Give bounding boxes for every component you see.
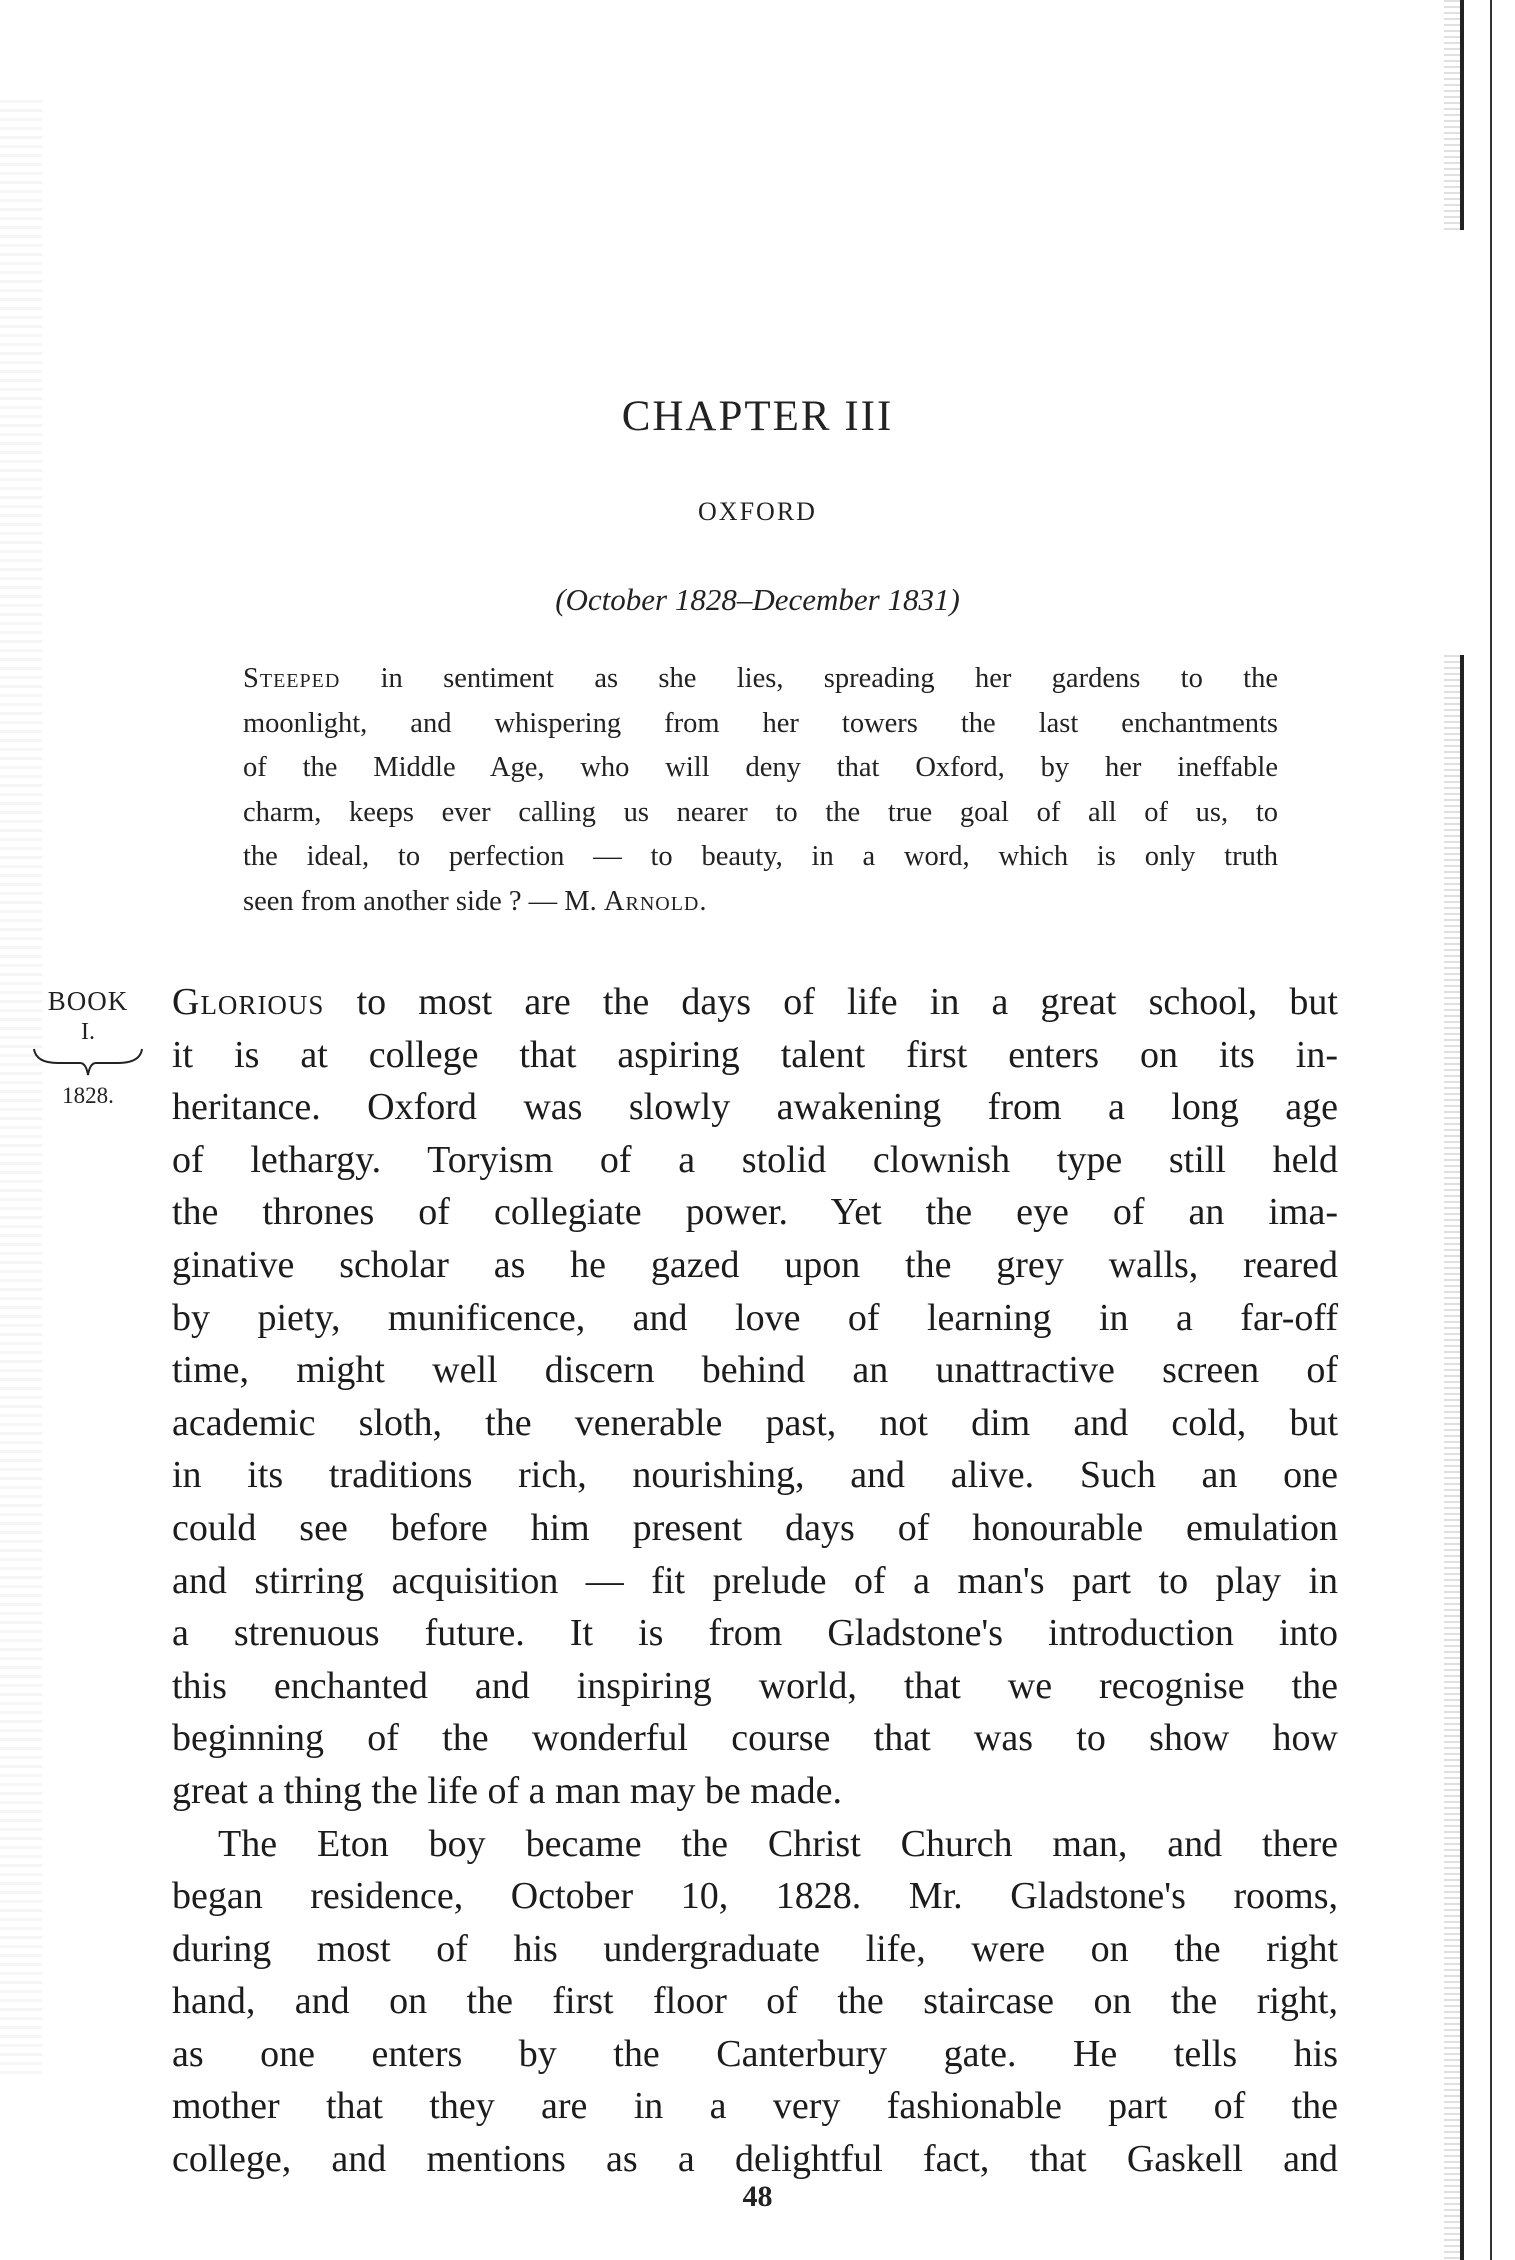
scan-edge-right-line <box>1490 0 1492 2260</box>
scan-edge-right-shadow <box>1444 655 1460 2260</box>
page-number: 48 <box>742 2180 773 2213</box>
body-line: mother that they are in a very fashionable part of the <box>172 2085 1338 2128</box>
scan-edge-right-shadow <box>1444 0 1460 230</box>
body-line: it is at college that aspiring talent first enters on its in- <box>172 1033 1338 1076</box>
epigraph-line <box>243 657 1278 702</box>
body-line: could see before him present days of honourable emulation <box>172 1506 1338 1549</box>
epigraph-line-text: seen from another side ? — M. <box>243 885 604 917</box>
epigraph-line-text: in sentiment as she lies, spreading her gardens to the <box>340 663 1278 694</box>
body-line: ginative scholar as he gazed upon the grey walls, reared <box>172 1243 1338 1286</box>
body-line <box>172 1818 1338 1871</box>
margin-note-book: BOOK <box>47 986 129 1016</box>
body-line-text: The Eton boy became the Christ Church man, and there <box>218 1822 1338 1865</box>
body-line-text: to most are the days of life in a great school, but <box>324 981 1338 1023</box>
margin-brace-icon <box>28 1047 148 1079</box>
body-line: and stirring acquisition — fit prelude of a man's part to play in <box>172 1559 1338 1602</box>
body-line: academic sloth, the venerable past, not dim and cold, but <box>172 1401 1338 1444</box>
body-line: of lethargy. Toryism of a stolid clownish type still held <box>172 1138 1338 1181</box>
body-line: during most of his undergraduate life, were on the right <box>172 1927 1338 1970</box>
epigraph-author: Arnold. <box>603 885 708 917</box>
epigraph-line: of the Middle Age, who will deny that Oxford, by her ineffable <box>243 752 1278 783</box>
body-text <box>172 976 1338 2186</box>
body-line: heritance. Oxford was slowly awakening from a long age <box>172 1086 1338 1129</box>
body-line: beginning of the wonderful course that was to show how <box>172 1717 1338 1760</box>
epigraph <box>243 657 1278 924</box>
margin-note-year: 1828. <box>62 1083 114 1108</box>
body-line: as one enters by the Canterbury gate. He tells his <box>172 2032 1338 2075</box>
epigraph-line <box>243 880 1278 925</box>
scan-edge-right-bar <box>1460 0 1464 230</box>
chapter-subtitle: OXFORD <box>698 497 817 526</box>
body-line: by piety, munificence, and love of learning in a far-off <box>172 1296 1338 1339</box>
body-line: in its traditions rich, nourishing, and alive. Such an one <box>172 1454 1338 1497</box>
body-lead-word: Glorious <box>172 981 325 1023</box>
body-line: this enchanted and inspiring world, that we recognise the <box>172 1664 1338 1707</box>
scan-edge-right-bar <box>1460 655 1464 2260</box>
body-line: great a thing the life of a man may be made. <box>172 1769 843 1812</box>
body-line: college, and mentions as a delightful fact, that Gaskell and <box>172 2138 1338 2181</box>
body-line <box>172 976 1338 1029</box>
chapter-dates: (October 1828–December 1831) <box>555 582 960 617</box>
chapter-title: CHAPTER III <box>621 393 894 440</box>
epigraph-line: charm, keeps ever calling us nearer to the true goal of all of us, to <box>243 796 1278 828</box>
margin-note <box>28 985 148 1111</box>
epigraph-line: the ideal, to perfection — to beauty, in a word, which is only truth <box>243 841 1278 872</box>
body-line: the thrones of collegiate power. Yet the eye of an ima- <box>172 1191 1338 1234</box>
body-line: a strenuous future. It is from Gladstone's introduction into <box>172 1612 1338 1655</box>
margin-note-volume: I. <box>81 1019 95 1045</box>
body-line: began residence, October 10, 1828. Mr. Gladstone's rooms, <box>172 1875 1338 1918</box>
body-line: hand, and on the first floor of the staircase on the right, <box>172 1980 1338 2023</box>
body-line: time, might well discern behind an unattractive screen of <box>172 1349 1338 1392</box>
epigraph-lead-word: Steeped <box>243 663 341 694</box>
epigraph-line: moonlight, and whispering from her towers the last enchantments <box>243 707 1278 739</box>
